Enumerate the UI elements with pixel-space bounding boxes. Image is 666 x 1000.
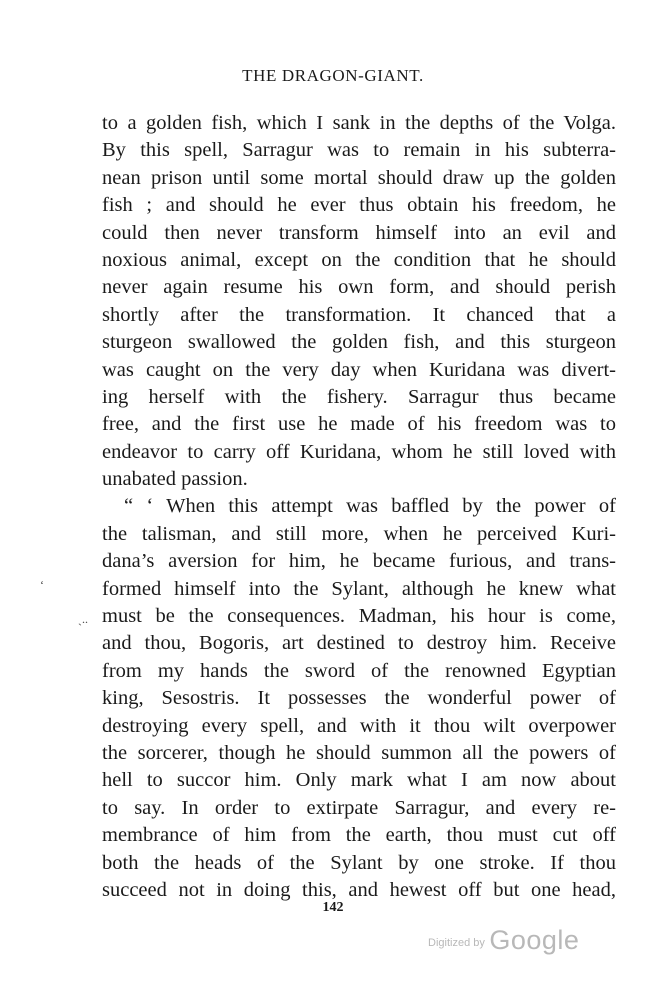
digitized-watermark <box>428 925 579 956</box>
text-line: formed himself into the Sylant, although he knew what <box>102 577 616 600</box>
page-number: 142 <box>322 900 344 915</box>
text-line: the talisman, and still more, when he perceived Kuri- <box>102 522 616 545</box>
text-line: shortly after the transformation. It chanced that a <box>102 303 616 326</box>
text-line: must be the consequences. Madman, his hour is come, <box>102 605 616 628</box>
text-line: destroying every spell, and with it thou wilt overpower <box>102 714 616 737</box>
text-line: was caught on the very day when Kuridana was divert- <box>102 358 616 381</box>
watermark-prefix: Digitized by <box>428 937 485 949</box>
text-line: unabated passion. <box>102 468 248 491</box>
text-line: from my hands the sword of the renowned Egyptian <box>102 659 616 682</box>
text-line: noxious animal, except on the condition that he should <box>102 248 616 271</box>
text-line: never again resume his own form, and should perish <box>102 276 616 299</box>
text-line: to a golden fish, which I sank in the depths of the Volga. <box>102 112 616 134</box>
text-line: dana’s aversion for him, he became furious, and trans- <box>102 550 616 573</box>
text-line: both the heads of the Sylant by one stroke. If thou <box>102 851 616 874</box>
running-head: THE DRAGON-GIANT. <box>242 66 424 85</box>
text-line: to say. In order to extirpate Sarragur, and every re- <box>102 796 616 819</box>
text-line: succeed not in doing this, and hewest off but one head, <box>102 878 616 901</box>
text-line: fish ; and should he ever thus obtain his freedom, he <box>102 194 616 217</box>
text-line: By this spell, Sarragur was to remain in his subterra- <box>102 139 616 162</box>
body-text <box>102 110 616 904</box>
text-line: king, Sesostris. It possesses the wonderful power of <box>102 687 616 710</box>
text-line: free, and the first use he made of his freedom was to <box>102 413 616 436</box>
text-line: membrance of him from the earth, thou must cut off <box>102 824 616 847</box>
text-line: endeavor to carry off Kuridana, whom he still loved with <box>102 440 616 463</box>
text-line: sturgeon swallowed the golden fish, and this sturgeon <box>102 331 616 354</box>
margin-speck: ‘ <box>40 578 44 592</box>
google-logo: Google <box>489 925 580 955</box>
text-line: ing herself with the fishery. Sarragur thus became <box>102 385 616 408</box>
text-line: the sorcerer, though he should summon all the powers of <box>102 741 616 764</box>
text-line: hell to succor him. Only mark what I am now about <box>102 769 616 792</box>
text-line: nean prison until some mortal should draw up the golden <box>102 166 616 189</box>
text-line: could then never transform himself into an evil and <box>102 221 616 244</box>
text-line: “ ‘ When this attempt was baffled by the power of <box>124 495 616 518</box>
margin-speck: ˏ.. <box>78 612 88 626</box>
text-line: and thou, Bogoris, art destined to destroy him. Receive <box>102 632 616 655</box>
